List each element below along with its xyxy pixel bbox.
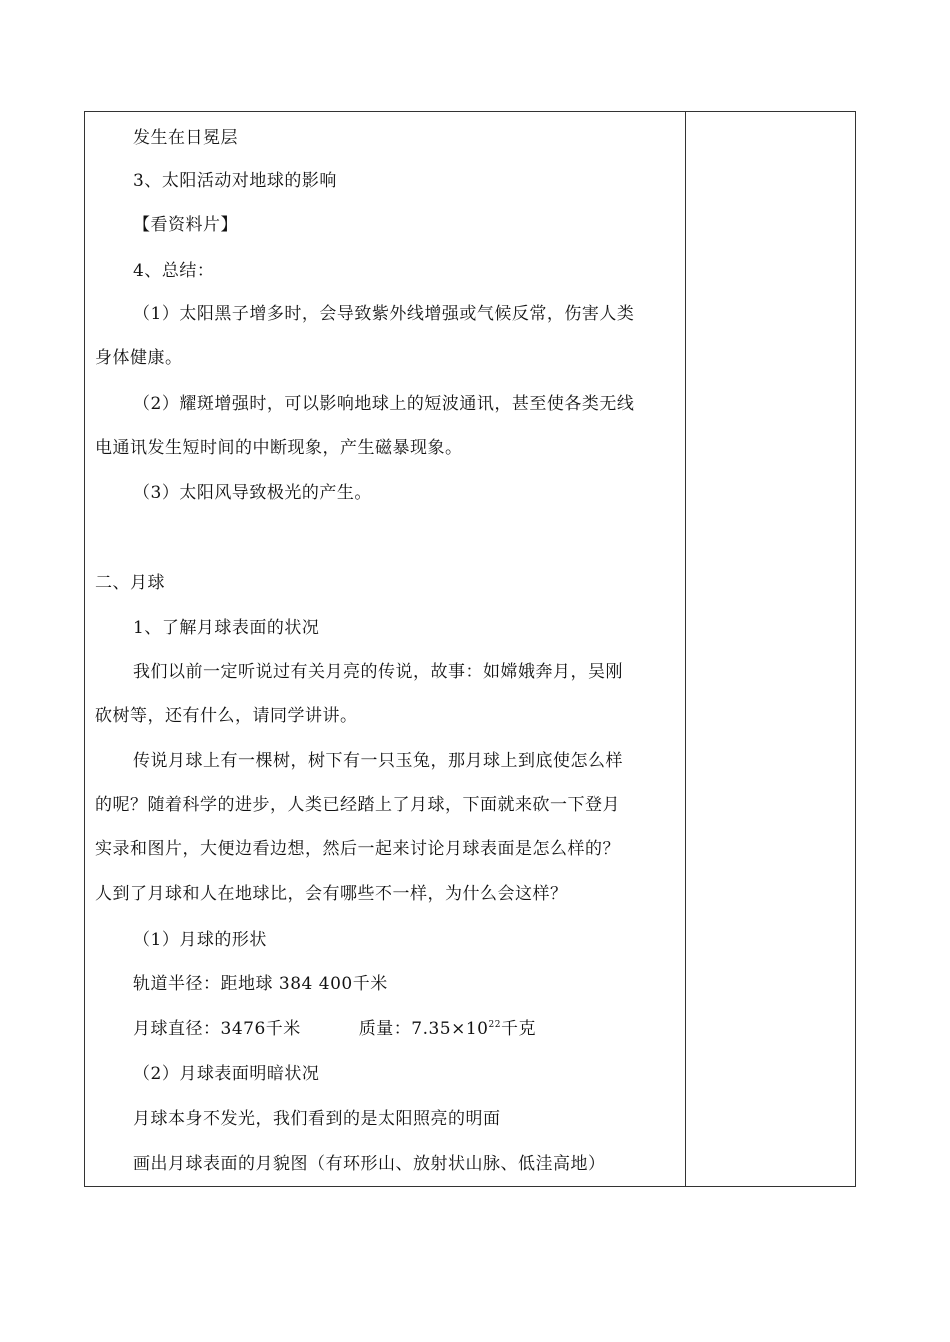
paragraph-moon-line-3: 实录和图片，大便边看边想，然后一起来讨论月球表面是怎么样的？ <box>95 839 620 859</box>
paragraph-corona: 发生在日冕层 <box>133 128 238 148</box>
notes-column-cell <box>686 112 854 1186</box>
mass-exponent: 22 <box>488 1020 501 1030</box>
paragraph-moon-reflects: 月球本身不发光，我们看到的是太阳照亮的明面 <box>133 1109 501 1129</box>
paragraph-draw-moon-map: 画出月球表面的月貌图（有环形山、放射状山脉、低洼高地） <box>133 1154 606 1174</box>
heading-moon-shape: （1）月球的形状 <box>133 930 267 950</box>
summary-item-3: （3）太阳风导致极光的产生。 <box>133 483 372 503</box>
heading-moon-brightness: （2）月球表面明暗状况 <box>133 1064 320 1084</box>
section-heading-moon: 二、月球 <box>95 573 165 593</box>
summary-item-2-line-2: 电通讯发生短时间的中断现象，产生磁暴现象。 <box>95 438 463 458</box>
summary-item-1-line-2: 身体健康。 <box>95 348 183 368</box>
summary-item-2-line-1: （2）耀斑增强时，可以影响地球上的短波通讯，甚至使各类无线 <box>133 394 635 414</box>
moon-diameter-and-mass <box>95 1019 677 1039</box>
heading-summary: 4、总结： <box>133 261 215 281</box>
paragraph-moon-line-2: 的呢？随着科学的进步，人类已经踏上了月球，下面就来砍一下登月 <box>95 795 620 815</box>
heading-watch-material: 【看资料片】 <box>133 215 238 235</box>
paragraph-legends-line-1: 我们以前一定听说过有关月亮的传说，故事：如嫦娥奔月，吴刚 <box>133 662 623 682</box>
paragraph-legends-line-2: 砍树等，还有什么，请同学讲讲。 <box>95 706 358 726</box>
heading-solar-activity-effects: 3、太阳活动对地球的影响 <box>133 171 337 191</box>
moon-mass: 质量：$7.35\times 10^{22}$千克 <box>358 1019 536 1039</box>
orbit-radius: 轨道半径：距地球 384 400千米 <box>133 974 388 994</box>
summary-item-1-line-1: （1）太阳黑子增多时，会导致紫外线增强或气候反常，伤害人类 <box>133 304 635 324</box>
moon-diameter: 月球直径：3476千米 <box>133 1019 301 1039</box>
heading-moon-surface: 1、了解月球表面的状况 <box>133 618 320 638</box>
paragraph-moon-line-4: 人到了月球和人在地球比，会有哪些不一样，为什么会这样？ <box>95 884 568 904</box>
paragraph-moon-line-1: 传说月球上有一棵树，树下有一只玉兔，那月球上到底使怎么样 <box>133 751 623 771</box>
